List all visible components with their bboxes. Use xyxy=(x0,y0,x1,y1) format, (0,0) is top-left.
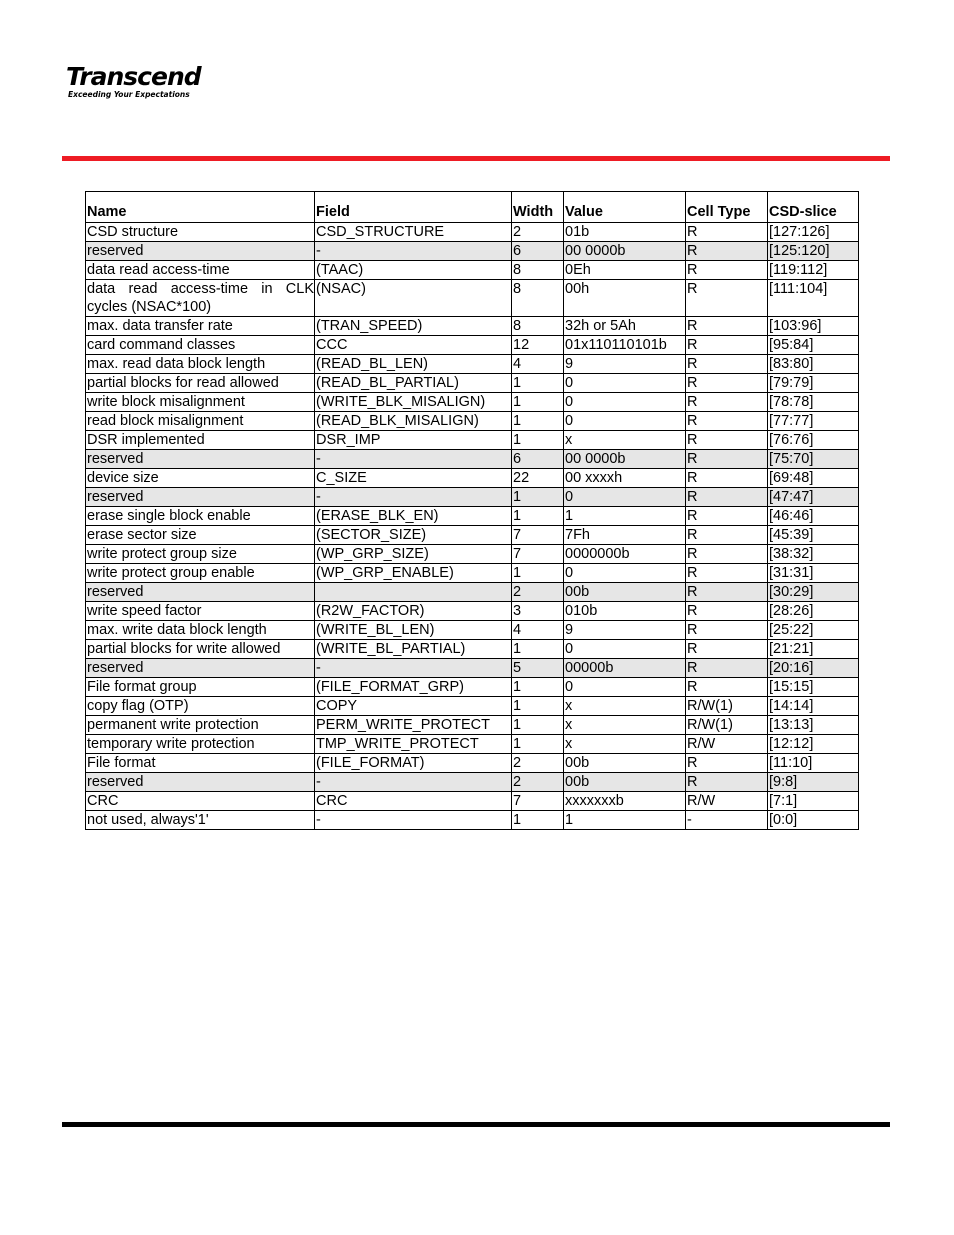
cell-field: (WRITE_BL_PARTIAL) xyxy=(315,640,512,659)
cell-csd-slice: [31:31] xyxy=(768,564,859,583)
cell-csd-slice: [46:46] xyxy=(768,507,859,526)
cell-value: 0 xyxy=(564,640,686,659)
cell-csd-slice: [75:70] xyxy=(768,450,859,469)
cell-field: C_SIZE xyxy=(315,469,512,488)
cell-csd-slice: [21:21] xyxy=(768,640,859,659)
cell-width: 7 xyxy=(512,526,564,545)
table-row xyxy=(86,280,859,317)
cell-width: 1 xyxy=(512,678,564,697)
cell-value: 00b xyxy=(564,773,686,792)
table-row xyxy=(86,583,859,602)
cell-value: 0 xyxy=(564,393,686,412)
cell-type: R/W xyxy=(686,792,768,811)
cell-width: 5 xyxy=(512,659,564,678)
cell-width: 1 xyxy=(512,412,564,431)
table-row xyxy=(86,261,859,280)
cell-field: (FILE_FORMAT_GRP) xyxy=(315,678,512,697)
cell-width: 3 xyxy=(512,602,564,621)
cell-width: 1 xyxy=(512,735,564,754)
cell-type: R xyxy=(686,450,768,469)
cell-csd-slice: [12:12] xyxy=(768,735,859,754)
cell-value: 0 xyxy=(564,374,686,393)
cell-name-text: data read access-time in CLK cycles (NSAC*100) xyxy=(87,281,314,315)
table-row xyxy=(86,336,859,355)
cell-width: 1 xyxy=(512,697,564,716)
cell-csd-slice: [14:14] xyxy=(768,697,859,716)
cell-width: 1 xyxy=(512,393,564,412)
cell-name xyxy=(86,280,315,317)
cell-type: R xyxy=(686,659,768,678)
cell-field: - xyxy=(315,811,512,830)
column-header-width: Width xyxy=(512,192,564,223)
cell-type: R xyxy=(686,355,768,374)
cell-type: R xyxy=(686,678,768,697)
brand-name: Transcend xyxy=(66,62,201,91)
cell-name: permanent write protection xyxy=(86,716,315,735)
cell-name: max. read data block length xyxy=(86,355,315,374)
table-row xyxy=(86,735,859,754)
cell-type: R xyxy=(686,583,768,602)
column-header-value: Value xyxy=(564,192,686,223)
cell-name: write protect group enable xyxy=(86,564,315,583)
cell-name: File format xyxy=(86,754,315,773)
cell-width: 1 xyxy=(512,374,564,393)
cell-type: R xyxy=(686,526,768,545)
cell-csd-slice: [47:47] xyxy=(768,488,859,507)
cell-width: 4 xyxy=(512,621,564,640)
cell-type: R xyxy=(686,374,768,393)
cell-value: 32h or 5Ah xyxy=(564,317,686,336)
cell-value: 0 xyxy=(564,488,686,507)
cell-type: R xyxy=(686,261,768,280)
table-row xyxy=(86,355,859,374)
cell-field: COPY xyxy=(315,697,512,716)
cell-field xyxy=(315,583,512,602)
table-row xyxy=(86,526,859,545)
cell-width: 4 xyxy=(512,355,564,374)
cell-field: (ERASE_BLK_EN) xyxy=(315,507,512,526)
cell-value: 00b xyxy=(564,583,686,602)
cell-type: R xyxy=(686,602,768,621)
cell-name: reserved xyxy=(86,488,315,507)
cell-field: TMP_WRITE_PROTECT xyxy=(315,735,512,754)
cell-value: 00b xyxy=(564,754,686,773)
table-row xyxy=(86,621,859,640)
cell-csd-slice: [0:0] xyxy=(768,811,859,830)
cell-name: File format group xyxy=(86,678,315,697)
cell-field: - xyxy=(315,659,512,678)
table-row xyxy=(86,223,859,242)
column-header-cell-type: Cell Type xyxy=(686,192,768,223)
header-divider xyxy=(62,156,890,161)
cell-csd-slice: [28:26] xyxy=(768,602,859,621)
cell-name: write protect group size xyxy=(86,545,315,564)
cell-type: R xyxy=(686,773,768,792)
cell-type: R xyxy=(686,223,768,242)
cell-width: 8 xyxy=(512,280,564,317)
table-row xyxy=(86,811,859,830)
cell-name: partial blocks for read allowed xyxy=(86,374,315,393)
cell-value: 00 0000b xyxy=(564,242,686,261)
cell-value: 7Fh xyxy=(564,526,686,545)
cell-field: (READ_BLK_MISALIGN) xyxy=(315,412,512,431)
column-header-name: Name xyxy=(86,192,315,223)
cell-name: data read access-time xyxy=(86,261,315,280)
table-row xyxy=(86,431,859,450)
table-row xyxy=(86,545,859,564)
cell-csd-slice: [95:84] xyxy=(768,336,859,355)
cell-name: device size xyxy=(86,469,315,488)
cell-csd-slice: [119:112] xyxy=(768,261,859,280)
cell-csd-slice: [9:8] xyxy=(768,773,859,792)
table-header-row xyxy=(86,192,859,223)
cell-field: (NSAC) xyxy=(315,280,512,317)
cell-type: R/W xyxy=(686,735,768,754)
cell-type: R/W(1) xyxy=(686,697,768,716)
cell-csd-slice: [7:1] xyxy=(768,792,859,811)
cell-name: max. data transfer rate xyxy=(86,317,315,336)
cell-width: 2 xyxy=(512,773,564,792)
cell-value: 9 xyxy=(564,621,686,640)
cell-name: temporary write protection xyxy=(86,735,315,754)
cell-name: not used, always'1' xyxy=(86,811,315,830)
cell-width: 2 xyxy=(512,223,564,242)
cell-value: 0 xyxy=(564,678,686,697)
cell-name: copy flag (OTP) xyxy=(86,697,315,716)
cell-csd-slice: [77:77] xyxy=(768,412,859,431)
cell-csd-slice: [79:79] xyxy=(768,374,859,393)
cell-name: CSD structure xyxy=(86,223,315,242)
cell-width: 2 xyxy=(512,754,564,773)
table-row xyxy=(86,602,859,621)
table-row xyxy=(86,716,859,735)
table-row xyxy=(86,792,859,811)
cell-field: CCC xyxy=(315,336,512,355)
cell-csd-slice: [69:48] xyxy=(768,469,859,488)
cell-type: R xyxy=(686,431,768,450)
cell-value: 0 xyxy=(564,412,686,431)
cell-field: PERM_WRITE_PROTECT xyxy=(315,716,512,735)
cell-name: reserved xyxy=(86,583,315,602)
cell-name: CRC xyxy=(86,792,315,811)
cell-csd-slice: [20:16] xyxy=(768,659,859,678)
cell-width: 22 xyxy=(512,469,564,488)
footer-divider xyxy=(62,1122,890,1127)
table-row xyxy=(86,697,859,716)
cell-csd-slice: [38:32] xyxy=(768,545,859,564)
cell-value: x xyxy=(564,735,686,754)
table-body xyxy=(86,223,859,830)
cell-name: write speed factor xyxy=(86,602,315,621)
cell-value: xxxxxxxb xyxy=(564,792,686,811)
cell-csd-slice: [111:104] xyxy=(768,280,859,317)
table-row xyxy=(86,412,859,431)
table-row xyxy=(86,754,859,773)
transcend-logo xyxy=(66,64,201,99)
cell-value: 00 0000b xyxy=(564,450,686,469)
cell-width: 6 xyxy=(512,242,564,261)
cell-name: DSR implemented xyxy=(86,431,315,450)
cell-csd-slice: [30:29] xyxy=(768,583,859,602)
cell-field: (FILE_FORMAT) xyxy=(315,754,512,773)
cell-width: 1 xyxy=(512,488,564,507)
cell-field: DSR_IMP xyxy=(315,431,512,450)
cell-csd-slice: [78:78] xyxy=(768,393,859,412)
cell-field: (TAAC) xyxy=(315,261,512,280)
cell-field: (WRITE_BL_LEN) xyxy=(315,621,512,640)
cell-csd-slice: [45:39] xyxy=(768,526,859,545)
cell-field: - xyxy=(315,488,512,507)
table-row xyxy=(86,242,859,261)
cell-type: R xyxy=(686,393,768,412)
cell-value: 00h xyxy=(564,280,686,317)
cell-type: R/W(1) xyxy=(686,716,768,735)
cell-field: (WRITE_BLK_MISALIGN) xyxy=(315,393,512,412)
table-row xyxy=(86,564,859,583)
cell-value: 0Eh xyxy=(564,261,686,280)
cell-csd-slice: [103:96] xyxy=(768,317,859,336)
cell-type: R xyxy=(686,412,768,431)
cell-csd-slice: [11:10] xyxy=(768,754,859,773)
cell-value: 0 xyxy=(564,564,686,583)
cell-value: 00 xxxxh xyxy=(564,469,686,488)
cell-csd-slice: [76:76] xyxy=(768,431,859,450)
cell-width: 12 xyxy=(512,336,564,355)
cell-csd-slice: [25:22] xyxy=(768,621,859,640)
table-row xyxy=(86,393,859,412)
cell-name: reserved xyxy=(86,242,315,261)
cell-field: - xyxy=(315,450,512,469)
cell-value: 1 xyxy=(564,507,686,526)
cell-value: x xyxy=(564,716,686,735)
csd-register-table xyxy=(85,191,859,830)
cell-value: 1 xyxy=(564,811,686,830)
cell-field: - xyxy=(315,242,512,261)
cell-width: 1 xyxy=(512,507,564,526)
table-row xyxy=(86,773,859,792)
table-row xyxy=(86,317,859,336)
cell-value: x xyxy=(564,697,686,716)
cell-width: 7 xyxy=(512,545,564,564)
cell-value: 0000000b xyxy=(564,545,686,564)
cell-csd-slice: [13:13] xyxy=(768,716,859,735)
cell-type: R xyxy=(686,488,768,507)
cell-field: CSD_STRUCTURE xyxy=(315,223,512,242)
cell-type: R xyxy=(686,469,768,488)
cell-name: card command classes xyxy=(86,336,315,355)
table-row xyxy=(86,374,859,393)
cell-name: partial blocks for write allowed xyxy=(86,640,315,659)
cell-name: max. write data block length xyxy=(86,621,315,640)
cell-field: (WP_GRP_SIZE) xyxy=(315,545,512,564)
cell-type: R xyxy=(686,545,768,564)
table-row xyxy=(86,507,859,526)
cell-csd-slice: [125:120] xyxy=(768,242,859,261)
cell-field: (WP_GRP_ENABLE) xyxy=(315,564,512,583)
cell-name: reserved xyxy=(86,773,315,792)
cell-field: (READ_BL_LEN) xyxy=(315,355,512,374)
cell-width: 1 xyxy=(512,716,564,735)
cell-name: reserved xyxy=(86,450,315,469)
cell-type: R xyxy=(686,621,768,640)
cell-width: 8 xyxy=(512,317,564,336)
cell-width: 8 xyxy=(512,261,564,280)
cell-width: 6 xyxy=(512,450,564,469)
cell-value: 01x110110101b xyxy=(564,336,686,355)
table-row xyxy=(86,678,859,697)
cell-value: 01b xyxy=(564,223,686,242)
cell-width: 1 xyxy=(512,640,564,659)
cell-width: 1 xyxy=(512,564,564,583)
cell-name: write block misalignment xyxy=(86,393,315,412)
cell-value: 00000b xyxy=(564,659,686,678)
brand-tagline: Exceeding Your Expectations xyxy=(68,90,190,99)
cell-field: (READ_BL_PARTIAL) xyxy=(315,374,512,393)
cell-csd-slice: [83:80] xyxy=(768,355,859,374)
cell-type: R xyxy=(686,242,768,261)
cell-field: CRC xyxy=(315,792,512,811)
column-header-csd-slice: CSD-slice xyxy=(768,192,859,223)
cell-type: R xyxy=(686,754,768,773)
cell-name: erase sector size xyxy=(86,526,315,545)
cell-name: read block misalignment xyxy=(86,412,315,431)
column-header-field: Field xyxy=(315,192,512,223)
cell-width: 1 xyxy=(512,811,564,830)
cell-value: x xyxy=(564,431,686,450)
cell-csd-slice: [127:126] xyxy=(768,223,859,242)
cell-type: - xyxy=(686,811,768,830)
cell-field: (SECTOR_SIZE) xyxy=(315,526,512,545)
cell-width: 1 xyxy=(512,431,564,450)
table-row xyxy=(86,469,859,488)
cell-type: R xyxy=(686,507,768,526)
cell-field: - xyxy=(315,773,512,792)
table-row xyxy=(86,659,859,678)
cell-type: R xyxy=(686,317,768,336)
table-row xyxy=(86,488,859,507)
cell-field: (R2W_FACTOR) xyxy=(315,602,512,621)
table-row xyxy=(86,640,859,659)
cell-name: erase single block enable xyxy=(86,507,315,526)
cell-type: R xyxy=(686,336,768,355)
cell-width: 2 xyxy=(512,583,564,602)
cell-name: reserved xyxy=(86,659,315,678)
cell-csd-slice: [15:15] xyxy=(768,678,859,697)
cell-width: 7 xyxy=(512,792,564,811)
cell-value: 9 xyxy=(564,355,686,374)
table-row xyxy=(86,450,859,469)
cell-type: R xyxy=(686,564,768,583)
cell-type: R xyxy=(686,280,768,317)
cell-value: 010b xyxy=(564,602,686,621)
cell-field: (TRAN_SPEED) xyxy=(315,317,512,336)
cell-type: R xyxy=(686,640,768,659)
